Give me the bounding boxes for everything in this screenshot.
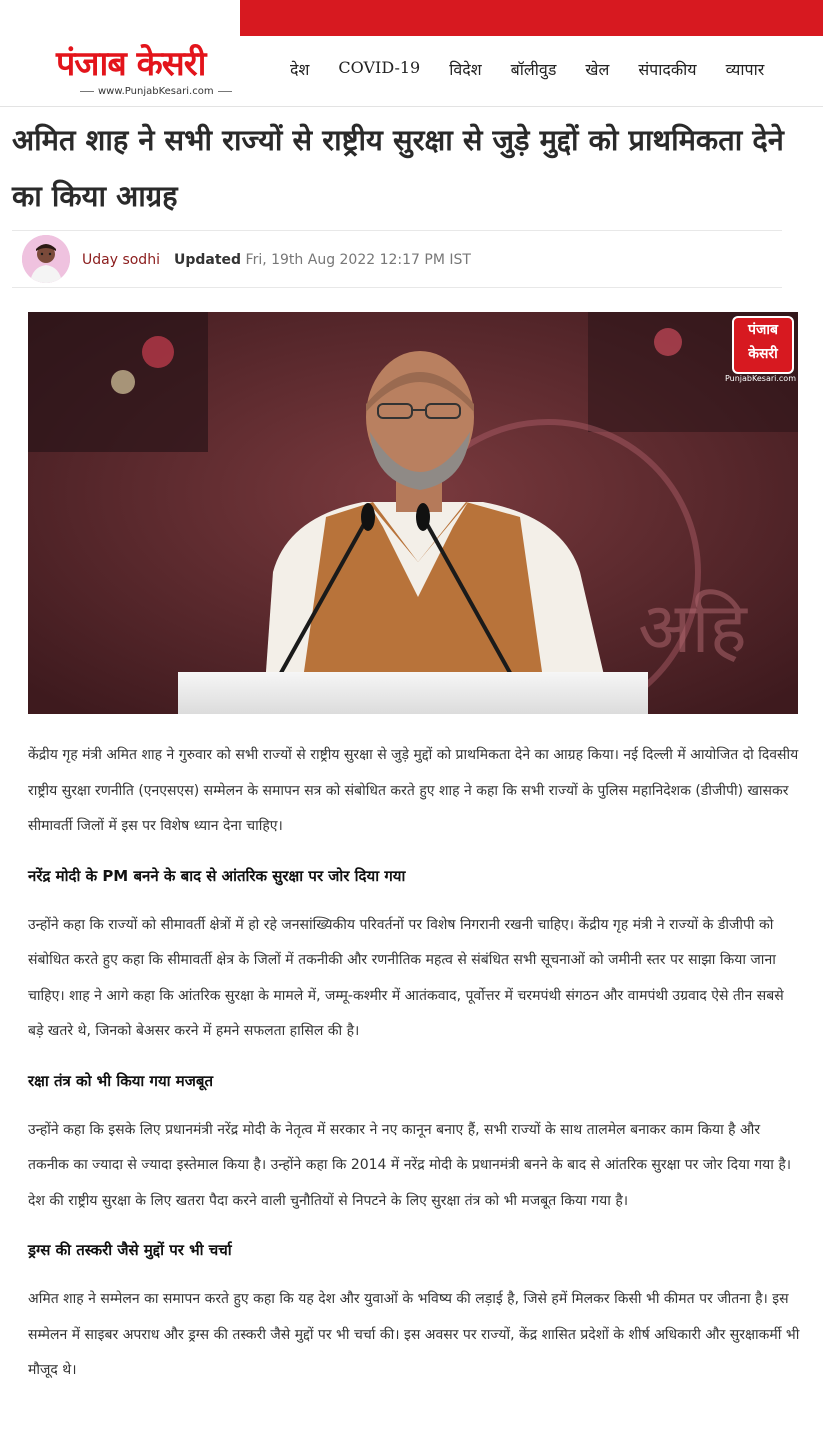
article-subheading: नरेंद्र मोदी के PM बनने के बाद से आंतरिक सुरक्षा पर जोर दिया गया — [28, 866, 406, 885]
site-logo[interactable] — [56, 44, 246, 100]
site-header — [0, 36, 823, 107]
article-paragraph: उन्होंने कहा कि इसके लिए प्रधानमंत्री नरेंद्र मोदी के नेतृत्व में सरकार ने नए कानून बनाए हैं, सभी राज्यों के साथ तालमेल बनाकर काम किया है और तकनीक का ज्यादा से ज्यादा इस्तेमाल किया है। उन्होंने कहा कि 2014 में नरेंद्र मोदी के प्रधानमंत्री बनने के बाद से आंतरिक सुरक्षा पर जोर दिया गया है। देश की राष्ट्रीय सुरक्षा के लिए खतरा पैदा करने वाली चुनौतियों से निपटने के लिए सुरक्षा तंत्र को भी मजबूत किया गया है। — [28, 1121, 792, 1209]
author-avatar[interactable] — [22, 235, 70, 283]
article-body — [28, 738, 800, 1389]
article-photo — [28, 312, 798, 714]
updated-label: Updated — [174, 252, 242, 268]
article-headline: अमित शाह ने सभी राज्यों से राष्ट्रीय सुरक्षा से जुड़े मुद्दों को प्राथमिकता देने का किया आग्रह — [12, 123, 784, 213]
author-link[interactable]: Uday sodhi — [82, 252, 160, 268]
nav-item-videsh[interactable]: विदेश — [449, 60, 482, 79]
photo-watermark-url: PunjabKesari.com — [724, 374, 796, 383]
article-paragraph: अमित शाह ने सम्मेलन का समापन करते हुए कहा कि यह देश और युवाओं के भविष्य की लड़ाई है, जिसे हमें मिलकर किसी भी कीमत पर जीतना है। इस सम्मेलन में साइबर अपराध और ड्रग्स की तस्करी जैसे मुद्दों पर भी चर्चा की। इस अवसर पर राज्यों, केंद्र शासित प्रदेशों के शीर्ष अधिकारी और सुरक्षाकर्मी भी मौजूद थे। — [28, 1291, 800, 1378]
logo-text: पंजाब केसरी — [56, 44, 206, 84]
top-accent-bar-slant — [222, 0, 240, 36]
nav-item-desh[interactable]: देश — [290, 60, 310, 79]
main-nav — [290, 58, 764, 80]
updated-info — [174, 252, 471, 268]
svg-text:अहि: अहि — [638, 587, 747, 669]
top-accent-bar — [0, 0, 823, 36]
top-accent-bar-light — [0, 0, 240, 36]
avatar-person-icon — [22, 235, 70, 283]
article-subheading: रक्षा तंत्र को भी किया गया मजबूत — [28, 1071, 214, 1090]
nav-item-vyapar[interactable]: व्यापार — [725, 60, 765, 79]
nav-item-sampadkiya[interactable]: संपादकीय — [638, 60, 697, 79]
nav-item-khel[interactable]: खेल — [585, 60, 610, 79]
article-paragraph: केंद्रीय गृह मंत्री अमित शाह ने गुरुवार को सभी राज्यों से राष्ट्रीय सुरक्षा से जुड़े मुद्दों को प्राथमिकता देने का आग्रह किया। नई दिल्ली में आयोजित दो दिवसीय राष्ट्रीय सुरक्षा रणनीति (एनएसएस) सम्मेलन के समापन सत्र को संबोधित करते हुए शाह ने कहा कि सभी राज्यों के पुलिस महानिदेशक (डीजीपी) खासकर सीमावर्ती जिलों में इस पर विशेष ध्यान देना चाहिए। — [28, 747, 799, 834]
logo-url: www.PunjabKesari.com — [76, 86, 236, 97]
byline — [12, 230, 782, 288]
updated-time: Fri, 19th Aug 2022 12:17 PM IST — [245, 252, 471, 268]
speaker-photo-illustration — [28, 312, 798, 714]
photo-watermark-badge: पंजाब केसरी — [732, 316, 794, 374]
nav-item-covid[interactable]: COVID-19 — [338, 58, 421, 77]
nav-item-bollywood[interactable]: बॉलीवुड — [510, 60, 557, 79]
article-header — [12, 112, 812, 268]
article-subheading: ड्रग्स की तस्करी जैसे मुद्दों पर भी चर्चा — [28, 1241, 232, 1259]
article-paragraph: उन्होंने कहा कि राज्यों को सीमावर्ती क्षेत्रों में हो रहे जनसांख्यिकीय परिवर्तनों पर विशेष निगरानी रखनी चाहिए। केंद्रीय गृह मंत्री ने राज्यों के डीजीपी को संबोधित करते हुए कहा कि सीमावर्ती क्षेत्र के जिलों में तकनीकी और रणनीतिक महत्व से संबंधित सभी सूचनाओं को जमीनी स्तर पर साझा किया जाना चाहिए। शाह ने आगे कहा कि आंतरिक सुरक्षा के मामले में, जम्मू-कश्मीर में आतंकवाद, पूर्वोत्तर में चरमपंथी संगठन और वामपंथी उग्रवाद ऐसे तीन सबसे बड़े खतरे थे, जिनको बेअसर करने में हमने सफलता हासिल की है। — [28, 916, 784, 1039]
